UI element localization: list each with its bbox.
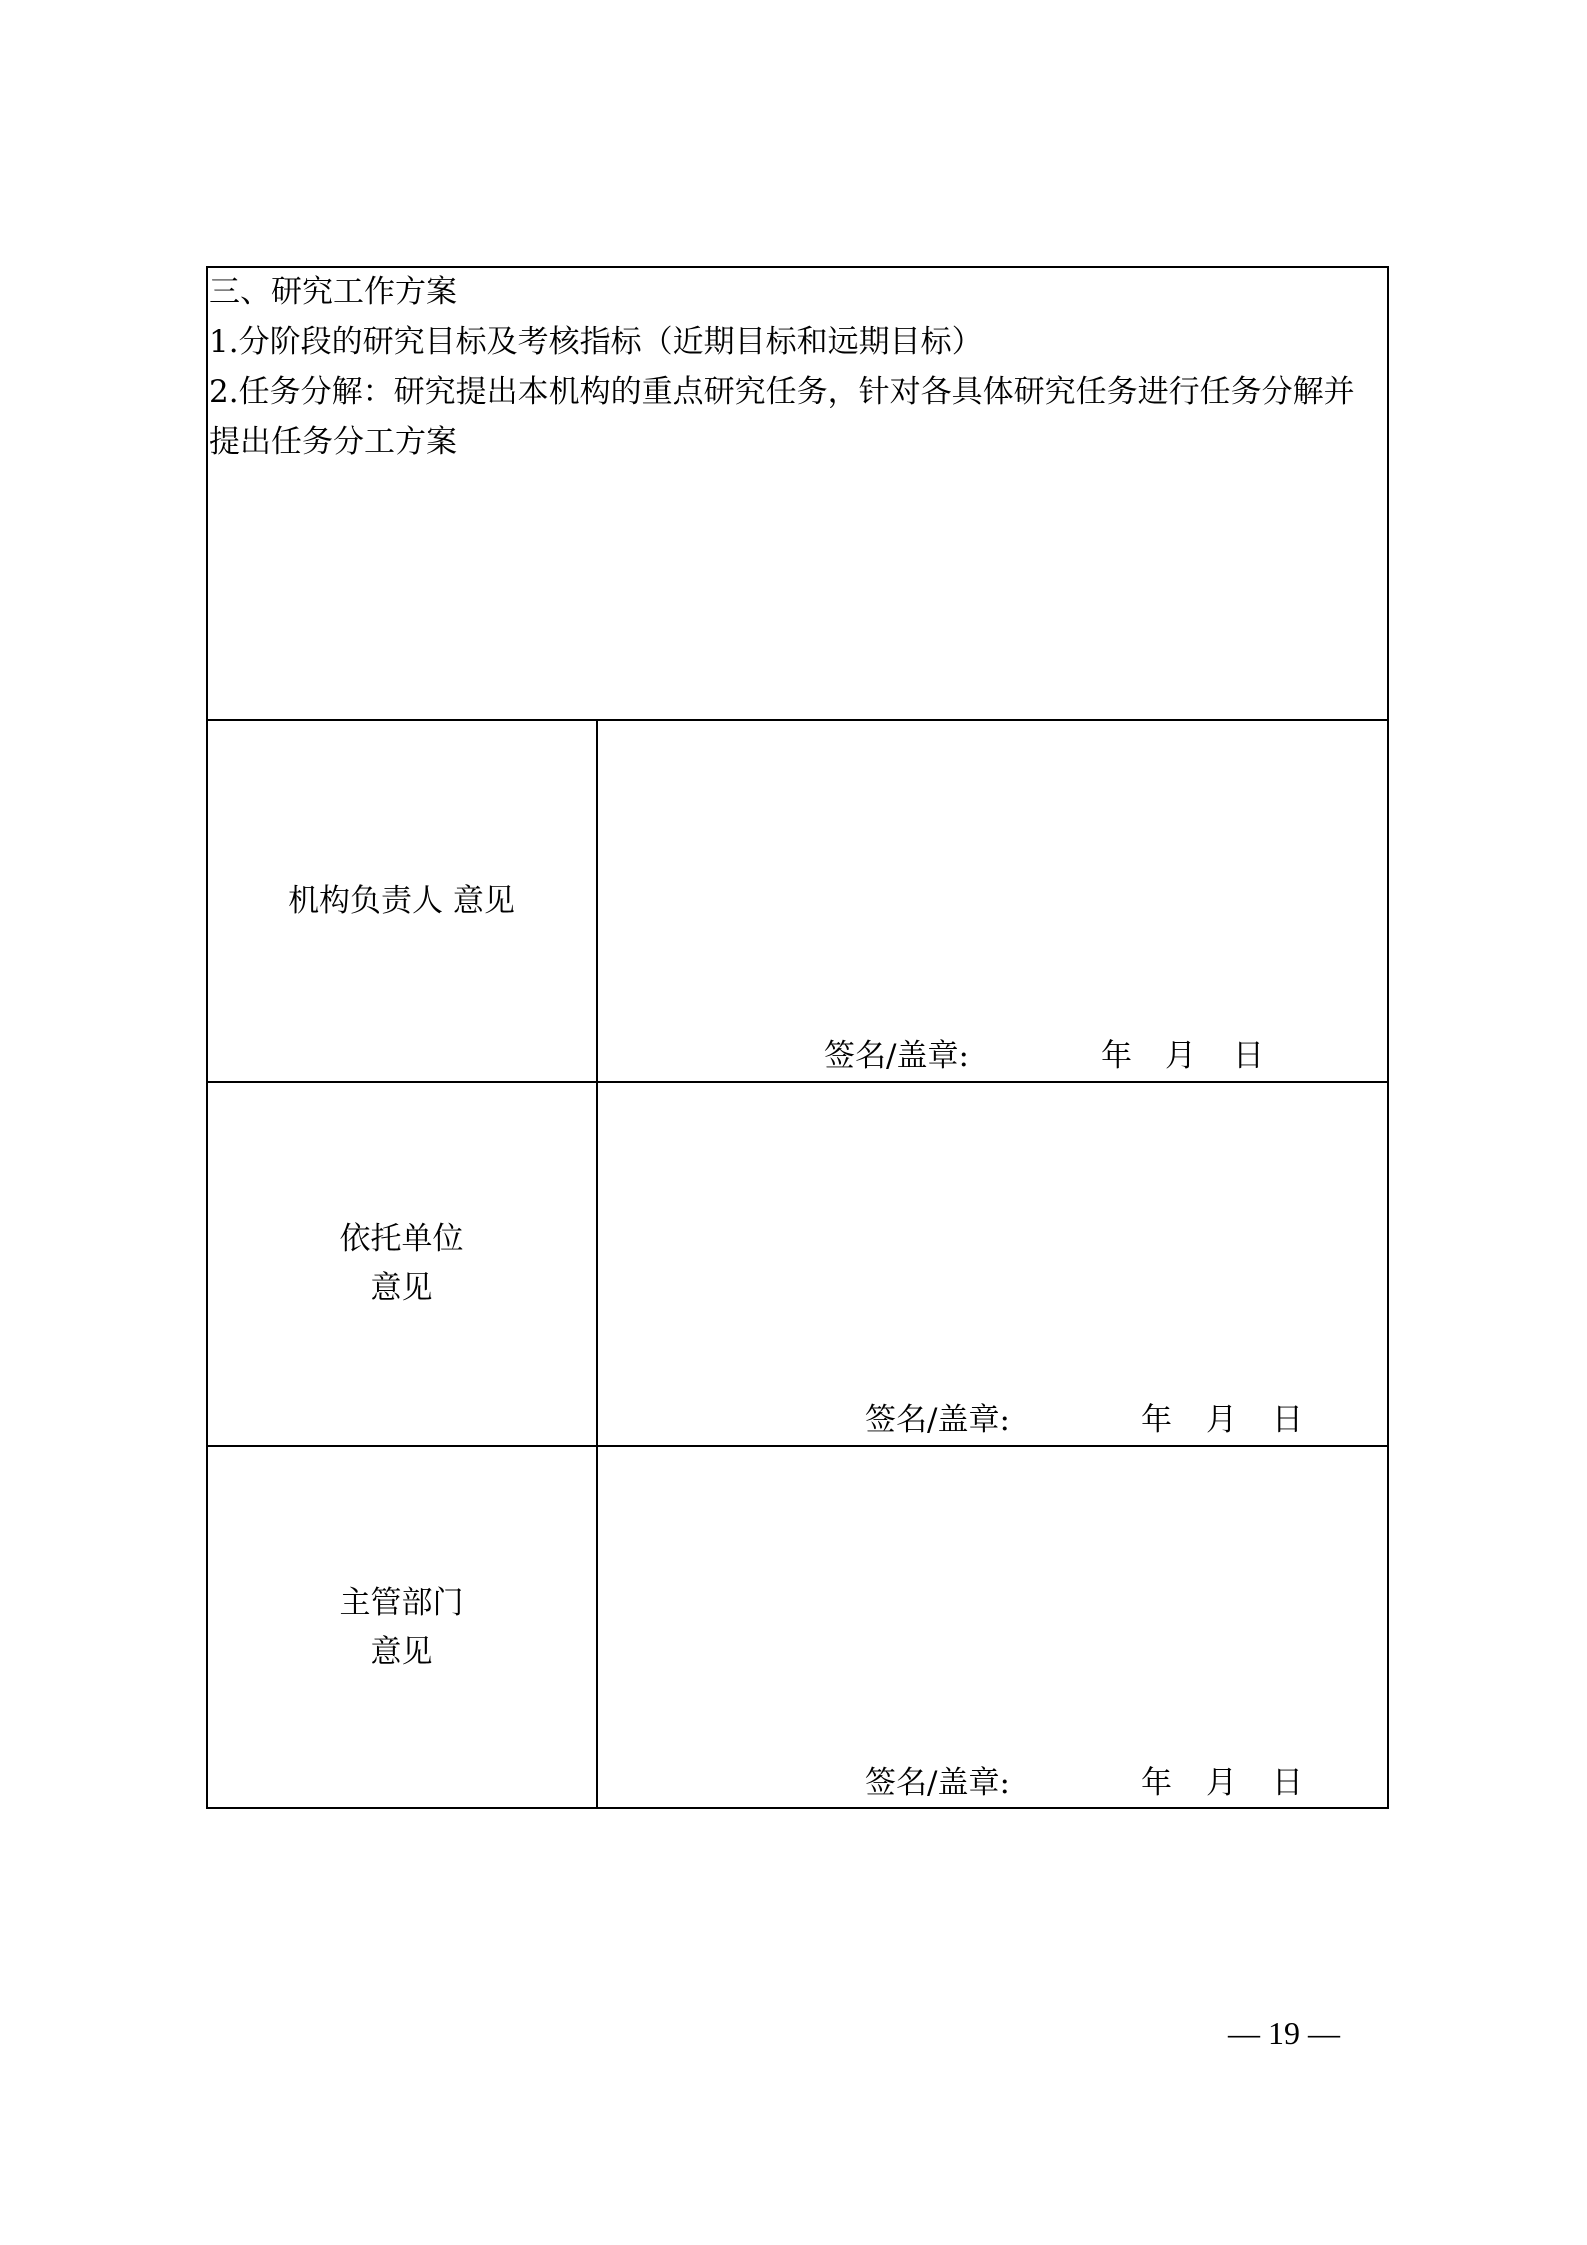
row-label-institution-head — [206, 720, 597, 1082]
date-day-label: 日 — [1233, 1038, 1264, 1074]
date-month-label: 月 — [1206, 1402, 1237, 1438]
plan-item-1: 1.分阶段的研究目标及考核指标（近期目标和远期目标） — [209, 324, 983, 360]
plan-item-2-line-1: 2.任务分解：研究提出本机构的重点研究任务，针对各具体研究任务进行任务分解并 — [209, 374, 1355, 410]
signature-label: 签名/盖章: — [865, 1402, 1010, 1438]
date-month-label: 月 — [1206, 1765, 1237, 1801]
research-plan-cell — [209, 267, 1387, 467]
date-year-label: 年 — [1141, 1765, 1172, 1801]
date-day-label: 日 — [1272, 1402, 1303, 1438]
date-year-label: 年 — [1141, 1402, 1172, 1438]
row-label-text: 主管部门 — [339, 1584, 464, 1621]
section-heading: 三、研究工作方案 — [209, 274, 457, 310]
row-label-text: 依托单位 — [339, 1221, 464, 1257]
page-number: — 19 — — [1228, 2015, 1340, 2051]
signature-label: 签名/盖章: — [865, 1765, 1010, 1801]
row-label-host-institution — [206, 1082, 597, 1446]
row-label-text: 意见 — [370, 1270, 433, 1306]
signature-label: 签名/盖章: — [824, 1038, 969, 1074]
row-label-competent-department — [206, 1446, 597, 1809]
row-label-text: 意见 — [370, 1633, 433, 1670]
date-year-label: 年 — [1101, 1038, 1132, 1074]
date-day-label: 日 — [1272, 1765, 1303, 1801]
plan-item-2-line-2: 提出任务分工方案 — [209, 424, 457, 460]
date-month-label: 月 — [1165, 1038, 1196, 1074]
row-label-text: 机构负责人 意见 — [288, 882, 515, 919]
